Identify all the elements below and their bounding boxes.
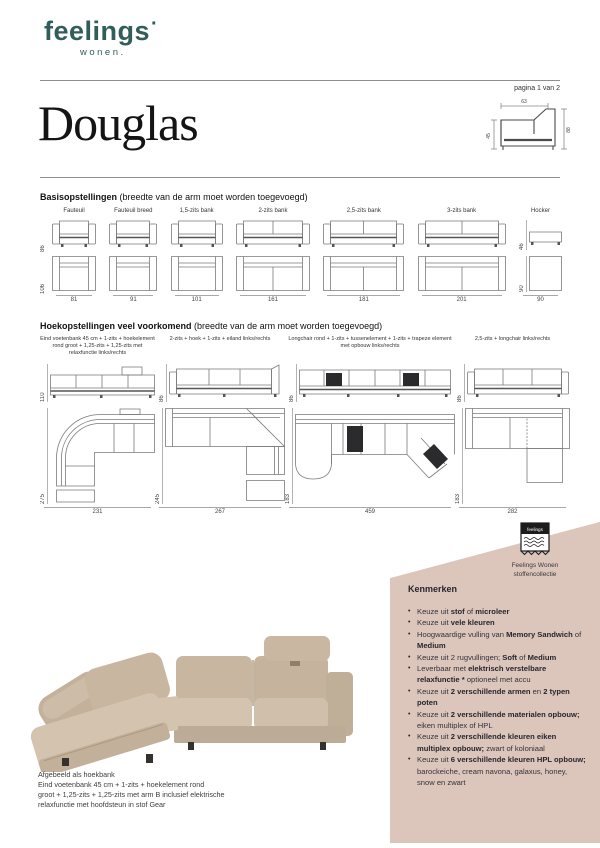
width-dimension — [109, 295, 157, 303]
hoek2-elevation-drawing — [169, 364, 281, 402]
basis-label: 2-zits bank — [258, 208, 288, 214]
width-value: 459 — [364, 509, 375, 515]
width-value: 91 — [129, 297, 137, 303]
fauteuil-breed-plan-drawing — [109, 256, 157, 292]
width-dimension — [455, 507, 570, 515]
width-value: 101 — [191, 297, 202, 303]
basis-label: Fauteuil — [63, 208, 85, 214]
kenmerken-item: • Leverbaar met elektrisch verstelbare relaxfunctie * optioneel met accu — [408, 663, 586, 686]
hoek1-elev-dim — [40, 364, 48, 402]
basis-col-fauteuil-breed — [109, 208, 157, 303]
basis-col-2zits — [236, 208, 310, 303]
dim-value: 110 — [40, 392, 46, 402]
basis-col-3zits — [418, 208, 506, 303]
kenmerken-list — [408, 606, 586, 789]
brand-logo — [44, 14, 158, 58]
basis-col-fauteuil — [52, 208, 96, 303]
basis-heading-bold: Basisopstellingen — [40, 192, 118, 202]
kenmerken-item: • Keuze uit stof of microleer — [408, 606, 586, 617]
kenmerken-item: • Keuze uit 2 verschillende materialen opbouw; eiken multiplex of HPL — [408, 709, 586, 732]
hoek3-elevation-drawing — [299, 364, 451, 402]
width-value: 90 — [537, 297, 544, 303]
title-divider — [40, 177, 560, 178]
kenmerken-item: • Keuze uit 2 verschillende armen en 2 typen poten — [408, 686, 586, 709]
dim-value: 275 — [40, 493, 46, 504]
dim-value: 183 — [455, 493, 461, 504]
bank-25-plan-drawing — [323, 256, 404, 292]
basis-label: Fauteuil breed — [114, 208, 153, 214]
width-dimension — [40, 507, 155, 515]
dim-value: 90 — [518, 285, 525, 292]
width-dimension — [171, 295, 223, 303]
dim-value: 86 — [159, 395, 165, 402]
product-title: Douglas — [38, 95, 198, 151]
hoek-col-2 — [155, 336, 285, 515]
width-value: 282 — [507, 509, 518, 515]
caption-line: Eind voetenbank 45 cm + 1-zits + hoekelement rond — [38, 780, 205, 789]
side-view-dim-top: 63 — [521, 99, 527, 105]
dim-value: 183 — [285, 493, 291, 504]
dim-value: 245 — [155, 493, 161, 504]
hoek3-plan-dim — [285, 408, 293, 504]
hoek1-elevation-drawing — [50, 364, 155, 402]
product-photo-sofa — [28, 634, 366, 772]
width-value: 161 — [267, 297, 278, 303]
hoek-heading-bold: Hoekopstellingen veel voorkomend — [40, 321, 192, 331]
bank-3-elevation-drawing — [418, 220, 506, 250]
fauteuil-breed-elevation-drawing — [109, 220, 157, 250]
hocker-elevation-drawing — [529, 220, 562, 250]
sofa-side-view-drawing — [474, 96, 592, 164]
hoek1-plan-dim — [40, 408, 48, 504]
stamp-caption — [475, 561, 595, 580]
basis-label: 2,5-zits bank — [346, 208, 381, 214]
basis-label: Hocker — [530, 208, 550, 214]
hoek-heading-rest: (breedte van de arm moet worden toegevoegd) — [191, 321, 383, 331]
brand-logo-dot-icon: · — [151, 13, 159, 35]
hocker-plan-drawing — [529, 256, 562, 292]
kenmerken-item: • Keuze uit vele kleuren — [408, 617, 586, 628]
hoek-label: 2-zits + hoek + 1-zits + eiland links/rechts — [169, 336, 271, 342]
caption-line: relaxfunctie met hoofdsteun in stof Gear — [38, 800, 166, 809]
stamp-label: feelings — [527, 527, 543, 532]
stamp-caption-line1: Feelings Wonen — [511, 562, 559, 569]
basis-configurations-row — [52, 208, 562, 303]
width-dimension — [52, 295, 96, 303]
width-dimension — [418, 295, 506, 303]
kenmerken-title: Kenmerken — [408, 584, 458, 594]
bank-15-plan-drawing — [171, 256, 223, 292]
basis-plan-depth-dim: 106 — [40, 283, 46, 294]
basis-elevation-height-dim: 86 — [40, 245, 46, 252]
caption-line: Afgebeeld als hoekbank — [38, 770, 115, 779]
hoek-col-4 — [455, 336, 570, 515]
basis-col-25zits — [323, 208, 404, 303]
hoek-configurations-row — [40, 336, 564, 515]
width-dimension — [155, 507, 285, 515]
width-value: 181 — [358, 297, 369, 303]
bank-3-plan-drawing — [418, 256, 506, 292]
hocker-depth-dim — [519, 256, 527, 292]
basis-label: 1,5-zits bank — [179, 208, 214, 214]
hoek-label: Longchair rond + 1-zits + tussenelement + 1-zits + trapeze element met opbouw links/rechts — [288, 336, 452, 350]
hoek3-plan-drawing — [295, 408, 455, 504]
hoek-label: Eind voetenbank 45 cm + 1-zits + hoekelement rond groot + 1,25-zits + 1,25-zits met relaxfunctie links/rechts — [40, 336, 155, 357]
width-value: 231 — [92, 509, 103, 515]
bank-2-elevation-drawing — [236, 220, 310, 250]
kenmerken-section — [408, 584, 586, 789]
brand-logo-subtitle: wonen. — [80, 47, 126, 58]
photo-caption — [38, 770, 225, 810]
hoek-col-1 — [40, 336, 155, 515]
hoek2-plan-drawing — [165, 408, 285, 504]
hoek-section-heading — [40, 321, 382, 331]
header-divider — [40, 80, 560, 81]
hocker-height-dim — [519, 220, 527, 250]
basis-label: 3-zits bank — [447, 208, 477, 214]
caption-line: groot + 1,25-zits + 1,25-zits met arm B inclusief elektrische — [38, 790, 225, 799]
fauteuil-plan-drawing — [52, 256, 96, 292]
page-number: pagina 1 van 2 — [514, 85, 560, 92]
side-view-dim-height: 88 — [566, 127, 572, 133]
width-value: 81 — [70, 297, 78, 303]
fauteuil-elevation-drawing — [52, 220, 96, 250]
width-dimension — [236, 295, 310, 303]
dim-value: 86 — [289, 395, 295, 402]
hoek-label: 2,5-zits + longchair links/rechts — [474, 336, 551, 342]
width-dimension — [323, 295, 404, 303]
hoek1-plan-drawing — [50, 408, 155, 504]
width-dimension — [285, 507, 455, 515]
bank-2-plan-drawing — [236, 256, 310, 292]
width-value: 201 — [456, 297, 467, 303]
dim-value: 86 — [456, 395, 463, 402]
basis-section-heading — [40, 192, 308, 202]
dim-value: 46 — [518, 243, 525, 250]
hoek4-plan-drawing — [465, 408, 570, 504]
bank-25-elevation-drawing — [323, 220, 404, 250]
fabric-collection-stamp-icon — [520, 522, 550, 560]
stamp-caption-line2: stoffencollectie — [513, 571, 557, 579]
kenmerken-item: • Keuze uit 2 rugvullingen; Soft of Medium — [408, 652, 586, 663]
hoek3-elev-dim — [289, 364, 297, 402]
kenmerken-item: • Keuze uit 2 verschillende kleuren eiken multiplex opbouw; zwart of koloniaal — [408, 731, 586, 754]
kenmerken-item: • Hoogwaardige vulling van Memory Sandwich of Medium — [408, 629, 586, 652]
kenmerken-item: • Keuze uit 6 verschillende kleuren HPL opbouw; barockeiche, cream navona, galaxus, honey, snow en zwart — [408, 754, 586, 788]
width-dimension — [519, 295, 562, 303]
basis-heading-rest: (breedte van de arm moet worden toegevoegd) — [117, 192, 308, 202]
bank-15-elevation-drawing — [171, 220, 223, 250]
basis-col-hocker — [519, 208, 562, 303]
hoek4-elev-dim — [457, 364, 465, 402]
hoek2-elev-dim — [159, 364, 167, 402]
width-value: 267 — [214, 509, 225, 515]
basis-col-15zits — [171, 208, 223, 303]
hoek-col-3 — [285, 336, 455, 515]
side-view-dim-seat: 45 — [486, 133, 492, 139]
hoek4-plan-dim — [455, 408, 463, 504]
brand-logo-wordmark: feelings· — [44, 13, 159, 46]
hoek4-elevation-drawing — [467, 364, 569, 402]
hoek2-plan-dim — [155, 408, 163, 504]
